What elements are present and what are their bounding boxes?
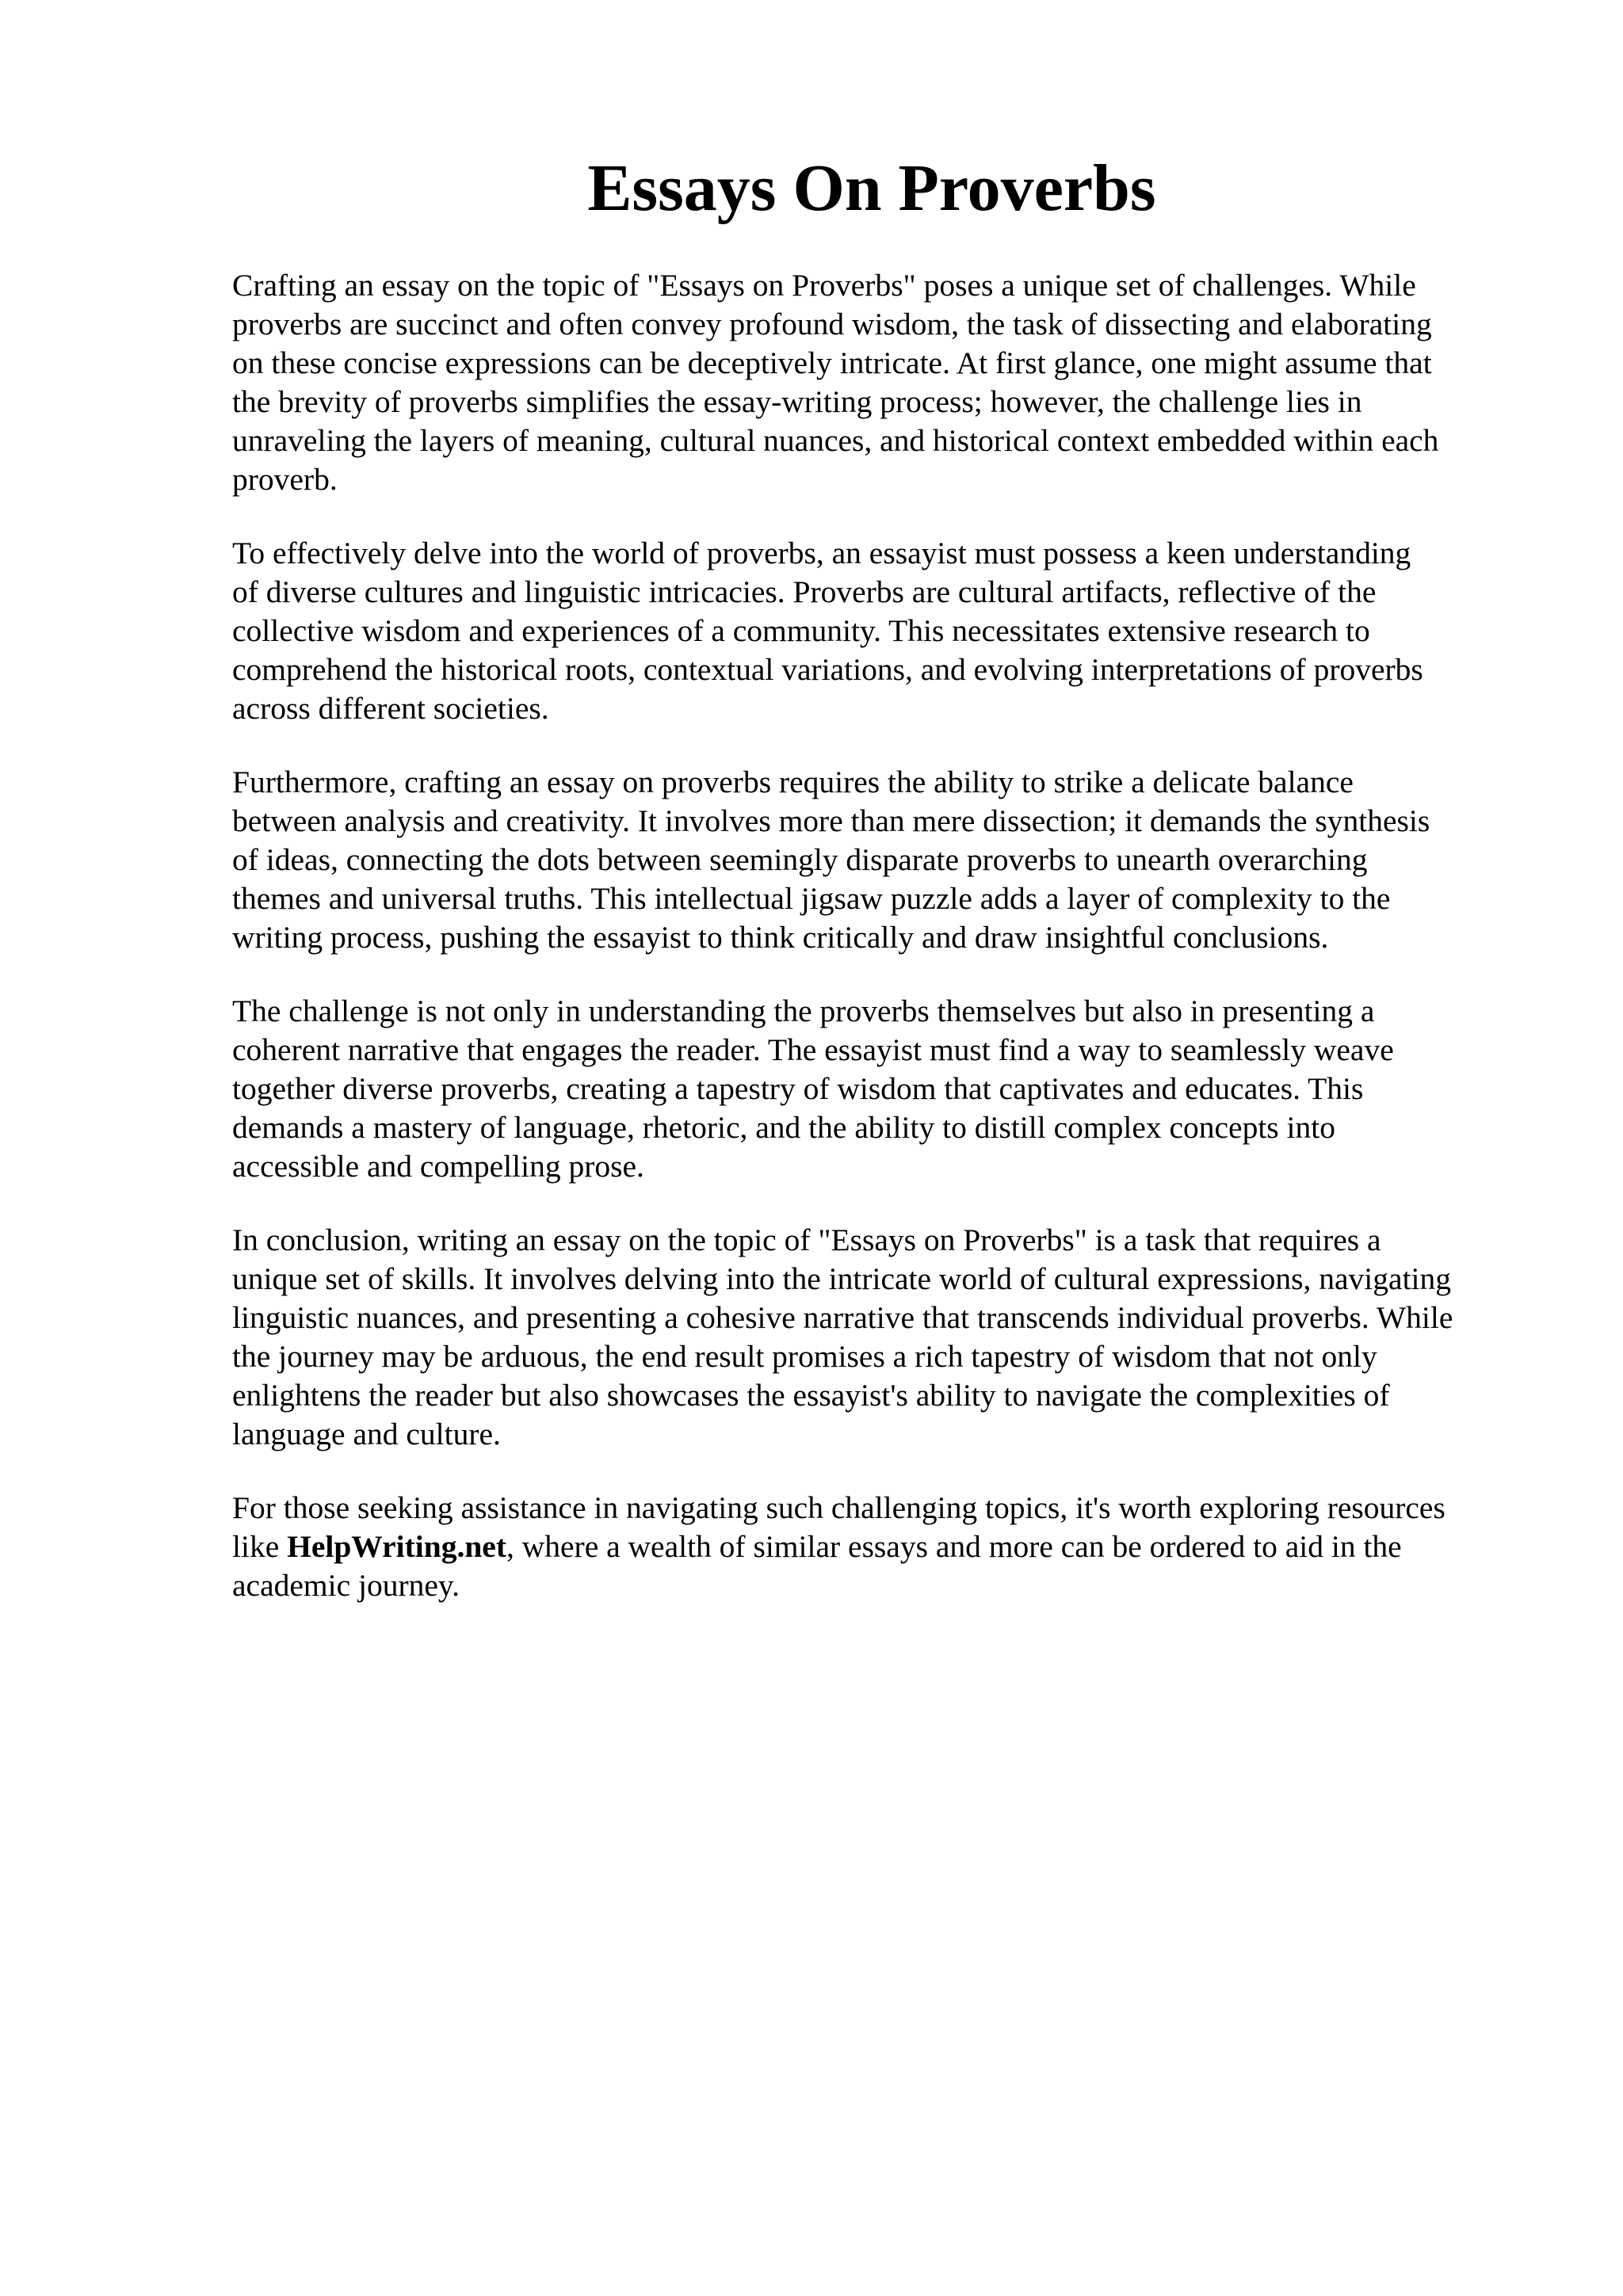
paragraph-line: Crafting an essay on the topic of "Essays on Proverbs" poses a unique set of challenges. While: [232, 268, 1416, 303]
paragraph-line: the brevity of proverbs simplifies the essay-writing process; however, the challenge lies in: [232, 384, 1362, 419]
paragraph-line: demands a mastery of language, rhetoric, and the ability to distill complex concepts into: [232, 1110, 1335, 1145]
paragraph-line: the journey may be arduous, the end result promises a rich tapestry of wisdom that not only: [232, 1339, 1377, 1374]
paragraph-line: of ideas, connecting the dots between seemingly disparate proverbs to unearth overarching: [232, 842, 1368, 877]
paragraph-5: [232, 1221, 1516, 1454]
paragraph-line: To effectively delve into the world of proverbs, an essayist must possess a keen understanding: [232, 536, 1411, 570]
paragraph-line: across different societies.: [232, 691, 549, 726]
paragraph-line: unique set of skills. It involves delving into the intricate world of cultural expressions, navigating: [232, 1261, 1452, 1296]
paragraph-line: [232, 1527, 1516, 1566]
paragraph-line: coherent narrative that engages the reader. The essayist must find a way to seamlessly weave: [232, 1032, 1394, 1067]
closing-paragraph: [232, 1489, 1516, 1605]
paragraph-3: [232, 763, 1516, 957]
paragraph-line: collective wisdom and experiences of a community. This necessitates extensive research to: [232, 613, 1370, 648]
paragraph-line: comprehend the historical roots, contextual variations, and evolving interpretations of proverbs: [232, 652, 1423, 687]
paragraph-line: language and culture.: [232, 1417, 501, 1451]
closing-suffix: , where a wealth of similar essays and more can be ordered to aid in the: [506, 1529, 1402, 1564]
paragraph-line: academic journey.: [232, 1568, 460, 1603]
paragraph-4: [232, 992, 1516, 1186]
paragraph-line: on these concise expressions can be deceptively intricate. At first glance, one might assume that: [232, 345, 1432, 380]
paragraph-2: [232, 534, 1516, 728]
paragraph-line: accessible and compelling prose.: [232, 1149, 644, 1184]
paragraph-line: themes and universal truths. This intellectual jigsaw puzzle adds a layer of complexity to the: [232, 881, 1391, 916]
paragraph-line: of diverse cultures and linguistic intricacies. Proverbs are cultural artifacts, reflective of the: [232, 574, 1377, 609]
document-title: Essays On Proverbs: [587, 151, 1156, 225]
closing-prefix: like: [232, 1529, 288, 1564]
paragraph-line: together diverse proverbs, creating a tapestry of wisdom that captivates and educates. This: [232, 1071, 1364, 1106]
paragraph-line: linguistic nuances, and presenting a cohesive narrative that transcends individual proverbs. While: [232, 1300, 1453, 1335]
paragraph-1: [232, 266, 1516, 499]
paragraph-line: between analysis and creativity. It involves more than mere dissection; it demands the synthesis: [232, 803, 1430, 838]
paragraph-line: In conclusion, writing an essay on the topic of "Essays on Proverbs" is a task that requires a: [232, 1222, 1381, 1257]
paragraph-line: proverb.: [232, 462, 338, 497]
paragraph-line: writing process, pushing the essayist to think critically and draw insightful conclusions.: [232, 920, 1329, 955]
document-body: [232, 266, 1516, 1640]
paragraph-line: proverbs are succinct and often convey profound wisdom, the task of dissecting and elaborating: [232, 307, 1432, 341]
paragraph-line: For those seeking assistance in navigating such challenging topics, it's worth exploring resources: [232, 1490, 1445, 1525]
paragraph-line: Furthermore, crafting an essay on proverbs requires the ability to strike a delicate balance: [232, 765, 1354, 799]
paragraph-line: unraveling the layers of meaning, cultural nuances, and historical context embedded within each: [232, 423, 1439, 458]
helpwriting-brand-link[interactable]: HelpWriting.net: [287, 1529, 506, 1564]
paragraph-line: The challenge is not only in understanding the proverbs themselves but also in presenting a: [232, 994, 1375, 1028]
paragraph-line: enlightens the reader but also showcases the essayist's ability to navigate the complexities of: [232, 1378, 1390, 1413]
